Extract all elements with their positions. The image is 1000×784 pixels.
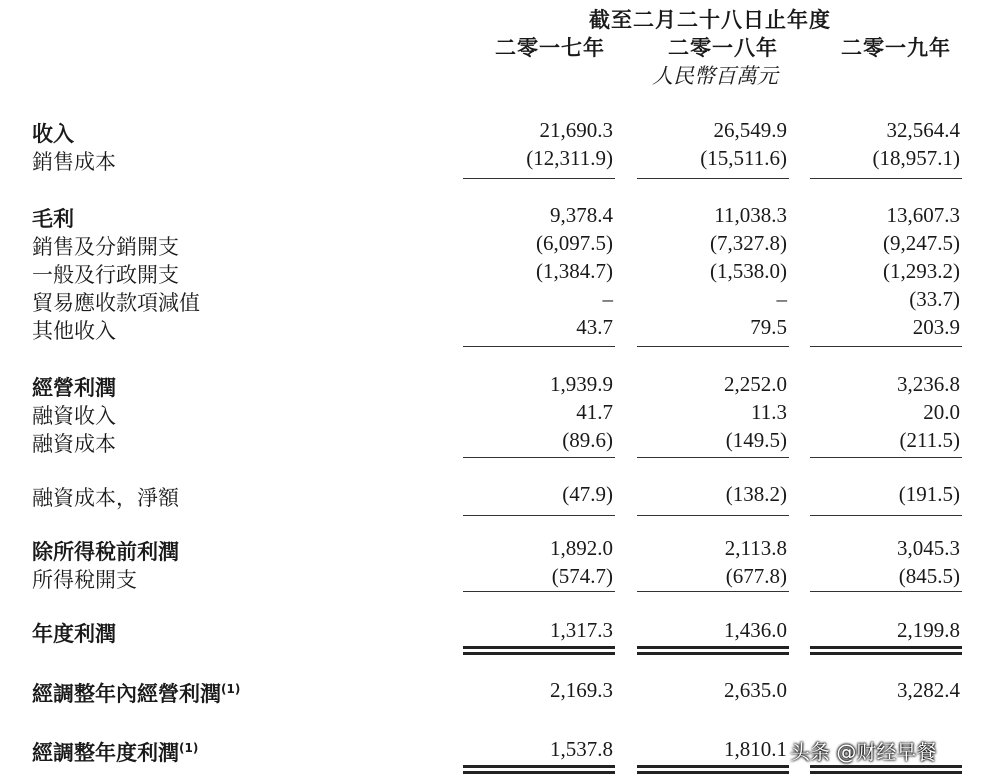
value-cell: 1,939.9 [550,372,613,396]
subtotal-rule [463,178,615,179]
subtotal-rule [810,346,962,347]
row-label [32,231,179,261]
value-cell: 32,564.4 [886,118,960,142]
value-cell: (1,293.2) [883,259,960,283]
value-cell: (677.8) [725,564,787,588]
value-cell: 2,199.8 [897,618,960,642]
value-cell: 11,038.3 [714,203,787,227]
value-cell: 41.7 [576,400,613,424]
value-cell: 3,282.4 [897,678,960,702]
value-cell: 3,045.3 [897,536,960,560]
value-cell: 1,810.1 [724,737,787,761]
row-label [32,372,116,402]
row-label-text: 毛利 [32,207,74,231]
subtotal-rule [463,457,615,458]
row-label-text: 經營利潤 [32,376,116,400]
value-cell: (12,311.9) [526,146,613,170]
value-cell: (191.5) [898,482,960,506]
subtotal-rule [810,515,962,516]
watermark: 头条 @财经早餐 [790,740,937,764]
value-cell: 2,635.0 [724,678,787,702]
value-cell: 3,236.8 [897,372,960,396]
value-cell: (9,247.5) [883,231,960,255]
value-cell: 1,436.0 [724,618,787,642]
row-label-text: 融資成本 [32,432,116,456]
row-label [32,618,116,648]
value-cell: 2,252.0 [724,372,787,396]
value-cell: (18,957.1) [872,146,960,170]
row-label-text: 所得稅開支 [32,568,137,592]
row-label [32,315,116,345]
value-cell: (1,538.0) [710,259,787,283]
value-cell: (6,097.5) [536,231,613,255]
value-cell: (89.6) [562,428,613,452]
value-cell: (149.5) [725,428,787,452]
value-cell: (845.5) [898,564,960,588]
year-2017-header: 二零一七年 [495,36,605,60]
subtotal-rule [637,457,789,458]
value-cell: (138.2) [725,482,787,506]
row-label-text: 經調整年內經營利潤 [32,682,221,706]
value-cell: (211.5) [899,428,960,452]
subtotal-rule [810,457,962,458]
value-cell: (574.7) [551,564,613,588]
row-label [32,287,200,317]
value-cell: 1,537.8 [550,737,613,761]
year-2019-header: 二零一九年 [841,36,951,60]
footnote-marker: (1) [221,682,241,696]
row-label-text: 銷售及分銷開支 [32,235,179,259]
subtotal-rule [637,515,789,516]
total-double-rule [463,646,615,655]
subtotal-rule [810,591,962,592]
subtotal-rule [463,591,615,592]
row-label [32,428,116,458]
value-cell: 26,549.9 [713,118,787,142]
value-cell: 9,378.4 [550,203,613,227]
row-label-text: 貿易應收款項減值 [32,291,200,315]
value-cell: – [602,287,613,311]
value-cell: – [776,287,787,311]
value-cell: (7,327.8) [710,231,787,255]
value-cell: 43.7 [576,315,613,339]
total-double-rule [810,765,962,774]
row-label-text: 經調整年度利潤 [32,741,179,765]
value-cell: 1,892.0 [550,536,613,560]
row-label-text: 銷售成本 [32,150,116,174]
total-double-rule [637,646,789,655]
row-label-text: 一般及行政開支 [32,263,179,287]
value-cell: (15,511.6) [700,146,787,170]
footnote-marker: (1) [179,741,199,755]
currency-unit: 人民幣百萬元 [652,64,778,88]
row-label-text: 除所得稅前利潤 [32,540,179,564]
row-label-text: 收入 [32,122,74,146]
value-cell: 21,690.3 [539,118,613,142]
subtotal-rule [637,591,789,592]
row-label [32,259,179,289]
value-cell: 2,113.8 [724,536,787,560]
total-double-rule [637,765,789,774]
row-label [32,536,179,566]
subtotal-rule [463,515,615,516]
total-double-rule [810,646,962,655]
row-label [32,737,198,767]
value-cell: (33.7) [909,287,960,311]
row-label-text: 融資收入 [32,404,116,428]
value-cell: 203.9 [912,315,960,339]
value-cell: (47.9) [562,482,613,506]
subtotal-rule [637,346,789,347]
value-cell: 11.3 [751,400,787,424]
row-label [32,400,116,430]
value-cell: 13,607.3 [886,203,960,227]
row-label [32,203,74,233]
row-label [32,118,74,148]
row-label [32,678,240,708]
subtotal-rule [637,178,789,179]
value-cell: (1,384.7) [536,259,613,283]
row-label [32,482,179,512]
row-label-text: 融資成本，淨額 [32,486,179,510]
subtotal-rule [810,178,962,179]
subtotal-rule [463,346,615,347]
total-double-rule [463,765,615,774]
row-label [32,564,137,594]
value-cell: 79.5 [750,315,787,339]
value-cell: 2,169.3 [550,678,613,702]
row-label-text: 年度利潤 [32,622,116,646]
year-2018-header: 二零一八年 [668,36,778,60]
row-label-text: 其他收入 [32,319,116,343]
value-cell: 1,317.3 [550,618,613,642]
column-header-period: 截至二月二十八日止年度 [589,8,831,32]
value-cell: 20.0 [923,400,960,424]
row-label [32,146,116,176]
